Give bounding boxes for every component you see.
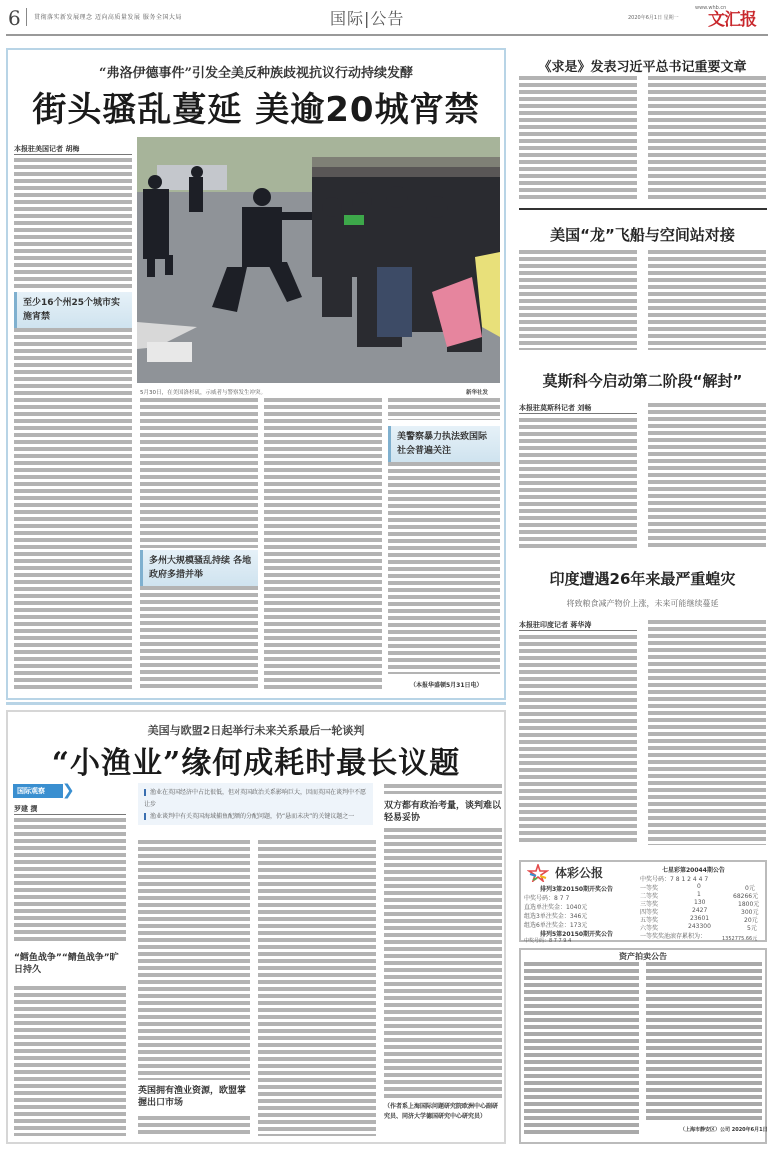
moscow-byline: 本报驻莫斯科记者 刘畅 <box>519 404 592 412</box>
lottery-star-icon <box>527 864 549 882</box>
lottery-p5-row: 中奖号码：8 7 7 9 4 <box>524 938 572 944</box>
fishing-body-col2c <box>138 1116 250 1136</box>
fishing-subhead-1: “鳕鱼战争”“鲭鱼战争”旷日持久 <box>14 953 119 975</box>
prize-count: 0 <box>697 883 701 890</box>
fishing-body-col4b <box>384 828 502 1098</box>
lead-kicker: “弗洛伊德事件”引发全美反种族歧视抗议行动持续发酵 <box>99 66 413 81</box>
summary-item-1 <box>138 787 373 811</box>
prize-tier: 二等奖 <box>640 893 659 900</box>
lottery-p3-row: 直选单注奖金：1040元 <box>524 904 588 911</box>
dragon-body-col2 <box>648 250 766 350</box>
prize-amount: 68266元 <box>733 893 759 900</box>
prize-tier: 四等奖 <box>640 909 659 916</box>
locust-subtitle: 将致粮食减产物价上涨，未来可能继续蔓延 <box>566 599 719 608</box>
prize-count: 243300 <box>688 923 711 930</box>
protest-photo-image <box>137 137 500 383</box>
section-rule <box>519 208 767 210</box>
prize-amount: 0元 <box>745 885 755 892</box>
summary-text: 渔业谈判中有关英国海域捕鱼配额的分配问题，仍“悬而未决”的关键议题之一 <box>150 813 355 820</box>
dragon-body-col1 <box>519 250 637 350</box>
lead-body-col1a <box>14 158 132 288</box>
article-locust-title[interactable]: 印度遭遇26年来最严重蝗灾 <box>549 570 736 588</box>
lead-body-col4a <box>388 398 500 420</box>
lead-subhead-1: 至少16个州25个城市实施宵禁 <box>14 292 132 328</box>
fishing-body-col1b <box>14 986 126 1136</box>
fishing-kicker: 美国与欧盟2日起举行未来关系最后一轮谈判 <box>147 724 365 737</box>
prize-count: 1 <box>697 891 701 898</box>
lead-body-col1b <box>14 328 132 690</box>
summary-item-2 <box>138 811 373 823</box>
notice-body-col2 <box>646 962 762 1120</box>
header-rule <box>6 34 768 36</box>
qiushi-body-col2 <box>648 76 766 200</box>
protest-photo[interactable] <box>137 137 500 383</box>
summary-bullet-icon <box>144 813 146 820</box>
fishing-byline: 罗建 撰 <box>14 805 38 813</box>
pool-amount: 1352775.66元 <box>722 936 758 942</box>
summary-text: 渔业在英国经济中占比很低，但对英国政治关系影响巨大，因而英国在谈判中不愿让步 <box>144 789 367 808</box>
lead-byline: 本报驻美国记者 胡梅 <box>14 145 80 153</box>
lead-headline[interactable]: 街头骚乱蔓延 美逾20城宵禁 <box>32 90 480 130</box>
lead-subhead-2: 多州大规模骚乱持续 各地政府多措并举 <box>140 550 258 586</box>
fishing-body-col2b <box>138 1022 250 1080</box>
moscow-body-col1 <box>519 418 637 550</box>
lead-body-col2a <box>140 398 258 548</box>
article-moscow-title[interactable]: 莫斯科今启动第二阶段“解封” <box>542 372 743 390</box>
lottery-p3-row: 组选6单注奖金：173元 <box>524 922 588 929</box>
lead-source-note: （本报华盛顿5月31日电） <box>410 682 483 689</box>
pool-label: 一等奖奖池滚存累积为： <box>640 933 707 940</box>
article-qiushi-title[interactable]: 《求是》发表习近平总书记重要文章 <box>538 60 747 75</box>
prize-tier: 三等奖 <box>640 901 659 908</box>
chevron-right-icon: ❯ <box>62 781 75 799</box>
lead-subhead-3: 美警察暴力执法致国际社会普遍关注 <box>388 426 500 462</box>
notice-body-col1 <box>524 962 639 1134</box>
lottery-p3-heading: 排列3第20150期开奖公告 <box>540 886 614 893</box>
locust-byline: 本报驻印度记者 蒋华涛 <box>519 621 592 629</box>
prize-count: 130 <box>694 899 706 906</box>
photo-credit: 新华社发 <box>466 390 489 396</box>
locust-body-col1 <box>519 635 637 845</box>
fishing-body-col2a <box>138 840 250 1020</box>
locust-body-col2 <box>648 620 766 845</box>
prize-tier: 六等奖 <box>640 925 659 932</box>
fishing-body-col4a <box>384 784 502 794</box>
column-tag: 国际观察 <box>13 784 63 798</box>
photo-caption: 5月30日，在美国洛杉矶，示威者与警察发生冲突。 <box>140 390 266 396</box>
lead-body-col4b <box>388 462 500 674</box>
lead-bottom-rule <box>6 702 506 705</box>
issue-date: 2020年6月1日 星期一 <box>628 15 679 21</box>
prize-tier: 一等奖 <box>640 885 659 892</box>
prize-tier: 五等奖 <box>640 917 659 924</box>
fishing-subhead-3: 双方都有政治考量，谈判难以轻易妥协 <box>384 801 502 823</box>
prize-amount: 300元 <box>741 909 759 916</box>
fishing-body-col1a <box>14 818 126 944</box>
byline-rule <box>14 814 126 815</box>
notice-title[interactable]: 资产拍卖公告 <box>619 952 667 961</box>
summary-box <box>138 783 373 825</box>
byline-rule <box>14 154 132 155</box>
prize-count: 2427 <box>692 907 708 914</box>
lead-body-col3 <box>264 398 382 690</box>
lottery-7star-heading: 七星彩第20044期公告 <box>662 867 725 874</box>
header-slogans: 贯彻落实新发展理念 迈向高质量发展 服务全国大局 <box>34 14 182 21</box>
byline-rule <box>519 630 637 631</box>
summary-bullet-icon <box>144 789 146 796</box>
prize-amount: 5元 <box>747 925 757 932</box>
prize-amount: 20元 <box>744 917 758 924</box>
fishing-author-note: （作者系上海国际问题研究院欧洲中心副研究员、同济大学德国研究中心研究员） <box>384 1103 499 1120</box>
section-title: 国际|公告 <box>330 9 405 28</box>
lottery-p3-row: 组选3单注奖金：346元 <box>524 913 588 920</box>
fishing-subhead-2: 英国拥有渔业资源，欧盟掌握出口市场 <box>138 1086 247 1108</box>
page-number: 6 <box>8 6 21 30</box>
article-dragon-title[interactable]: 美国“龙”飞船与空间站对接 <box>550 226 735 244</box>
notice-footer: （上海市静安区）公司 2020年6月1日 <box>680 1127 768 1133</box>
lottery-p3-row: 中奖号码：8 7 7 <box>524 895 570 902</box>
lottery-title: 体彩公报 <box>555 866 604 880</box>
lead-body-col2b <box>140 586 258 690</box>
lottery-p5-heading: 排列5第20150期开奖公告 <box>540 931 614 938</box>
lottery-7star-numbers: 中奖号码：7 8 1 2 4 4 7 <box>640 876 709 883</box>
newspaper-logo: 文汇报 <box>708 10 756 30</box>
qiushi-body-col1 <box>519 76 637 200</box>
fishing-body-col3 <box>258 840 376 1136</box>
prize-amount: 1800元 <box>738 901 760 908</box>
moscow-body-col2 <box>648 403 766 550</box>
header-divider <box>26 8 27 26</box>
website-url[interactable]: www.whb.cn <box>695 5 727 11</box>
fishing-headline[interactable]: “小渔业”缘何成耗时最长议题 <box>51 746 461 781</box>
prize-count: 23601 <box>690 915 710 922</box>
byline-rule <box>519 413 637 414</box>
